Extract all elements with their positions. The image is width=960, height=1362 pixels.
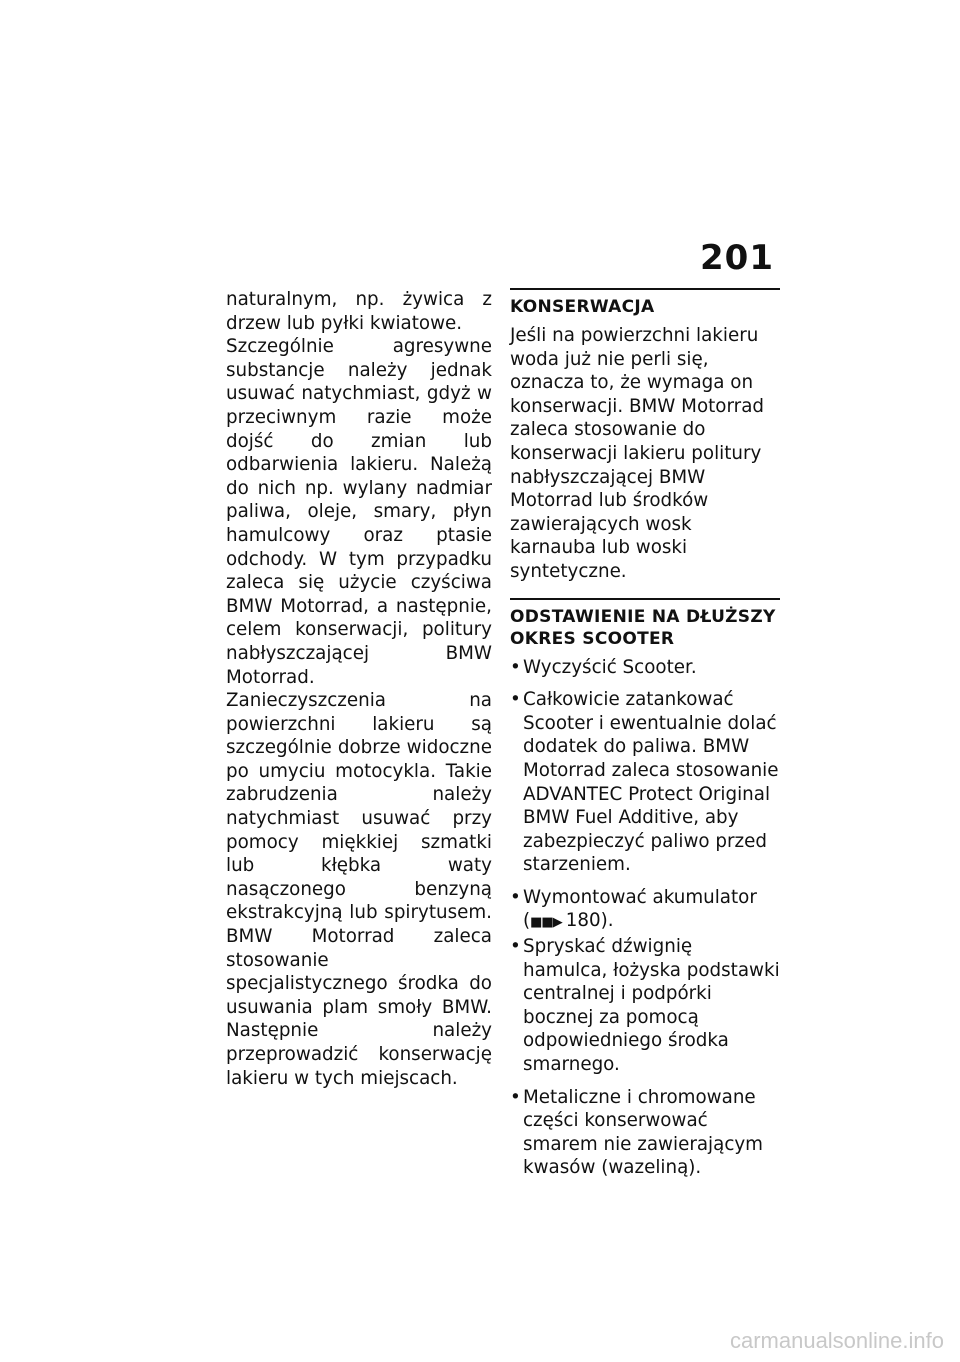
paragraph: Szczególnie agresywne substancje należy jednak usuwać natychmiast, gdyż w przeciwnym razie może dojść do zmian lub odbarwienia lakieru. Należą do nich np. wylany nadmiar paliwa, oleje, smary, płyn hamulcowy oraz ptasie odchody. W tym przypadku zaleca się użycie czyściwa BMW Motorrad, a następnie, celem konserwacji, politury nabłyszczającej BMW Motorrad. xyxy=(226,336,492,688)
paragraph: naturalnym, np. żywica z drzew lub pyłki kwiatowe. xyxy=(226,289,492,334)
paragraph: Jeśli na powierzchni lakieru woda już nie perli się, oznacza to, że wymaga on konserwacji. BMW Motorrad zaleca stosowanie do konserwacji lakieru politury nabłyszczającej BMW Motorrad lub środków zawierających wosk karnauba lub woski syntetyczne. xyxy=(510,325,765,582)
left-column xyxy=(226,288,492,1090)
section-heading-konserwacja: KONSERWACJA xyxy=(510,288,780,318)
watermark: carmanualsonline.info xyxy=(729,1328,944,1353)
page-number: 201 xyxy=(700,238,774,278)
list-item: • Wyczyścić Scooter. xyxy=(510,656,780,680)
list-item-text: Wymontować akumulator xyxy=(523,886,757,908)
list-item xyxy=(510,886,780,935)
page-reference[interactable]: 180). xyxy=(565,910,614,932)
list-item: • Całkowicie zatankować Scooter i ewentualnie dolać dodatek do paliwa. BMW Motorrad zaleca stosowanie ADVANTEC Protect Original BMW Fuel Additive, aby zabezpieczyć paliwo przed starzeniem. xyxy=(510,688,780,877)
right-column xyxy=(510,288,780,1189)
paragraph: Zanieczyszczenia na powierzchni lakieru są szczególnie dobrze widoczne po umyciu motocykla. Takie zabrudzenia należy natychmiast usuwać przy pomocy miękkiej szmatki lub kłębka waty nasączonego benzyną ekstrakcyjną lub spirytusem. BMW Motorrad zaleca stosowanie specjalistycznego środka do usuwania plam smoły BMW. Następnie należy przeprowadzić konserwację lakieru w tych miejscach. xyxy=(226,690,492,1089)
list-item: • Spryskać dźwignię hamulca, łożyska podstawki centralnej i podpórki bocznej za pomocą odpowiedniego środka smarnego. xyxy=(510,935,780,1077)
arrow-right-icon: ■■▶ xyxy=(530,915,562,931)
ref-open: ( xyxy=(523,910,531,932)
bullet-list xyxy=(510,656,780,1180)
section-heading-odstawienie: ODSTAWIENIE NA DŁUŻSZY OKRES SCOOTER xyxy=(510,598,780,650)
list-item: • Metaliczne i chromowane części konserwować smarem nie zawierającym kwasów (wazeliną). xyxy=(510,1086,780,1180)
